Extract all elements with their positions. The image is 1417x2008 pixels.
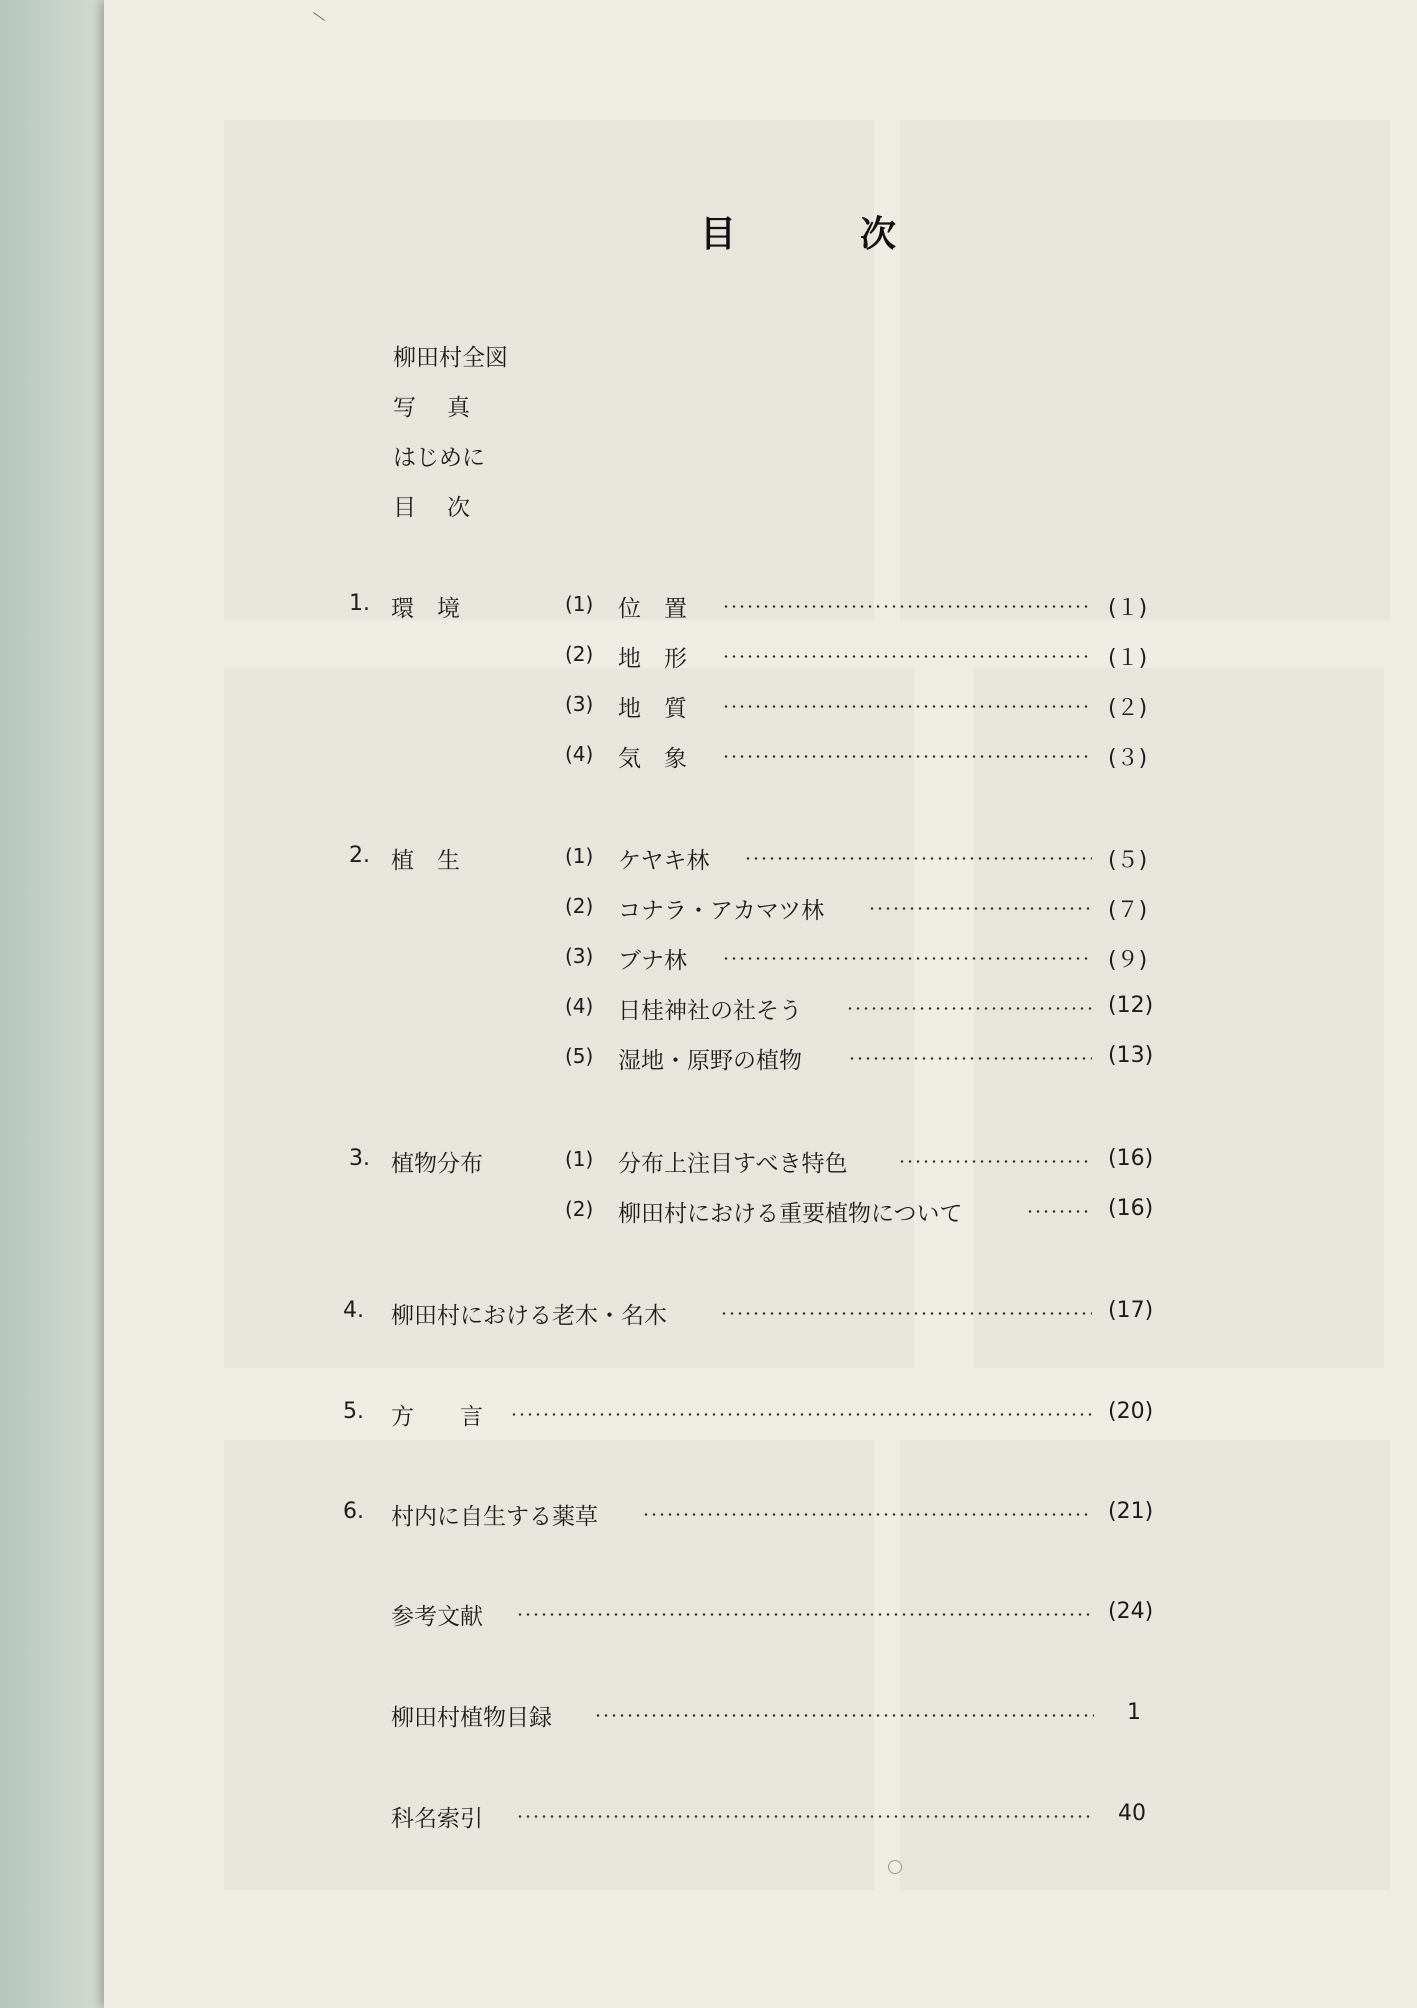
title-char-1: 目 [700,214,741,255]
pencil-mark [313,12,325,21]
dot-leader [720,1312,1092,1315]
page-number: (17) [1108,1298,1154,1323]
subsection-number: (4) [565,994,594,1018]
dot-leader [722,655,1092,658]
dot-leader [642,1513,1092,1516]
show-through-photo [974,668,1384,1368]
subsection-number: (2) [565,1197,594,1221]
toc-entry-label: 地 形 [618,646,687,672]
toc-entry-label: ブナ林 [618,948,687,974]
dot-leader [516,1815,1094,1818]
dot-leader [594,1714,1094,1717]
dot-leader [846,1007,1092,1010]
page-number: (16) [1108,1196,1154,1221]
back-matter-title: 科名索引 [391,1806,483,1832]
dot-leader [516,1613,1092,1616]
back-matter-title: 参考文献 [391,1604,483,1630]
page-number: (24) [1108,1599,1154,1624]
dot-leader [510,1413,1092,1416]
toc-entry-label: 分布上注目すべき特色 [618,1151,848,1177]
title-char-2: 次 [860,214,901,255]
dot-leader [848,1057,1092,1060]
toc-entry-label: 日桂神社の社そう [618,998,802,1024]
page-number: (12) [1108,993,1154,1018]
page-number: (１) [1108,646,1148,671]
dot-leader [868,907,1092,910]
section-number: 5. [343,1399,364,1424]
subsection-number: (3) [565,944,594,968]
section-title: 環 境 [391,596,460,622]
subsection-number: (5) [565,1044,594,1068]
section-number: 6. [343,1499,364,1524]
toc-entry-label: 気 象 [618,746,687,772]
subsection-number: (2) [565,642,594,666]
toc-entry-label: ケヤキ林 [618,848,710,874]
page-number: (７) [1108,898,1148,923]
page-number: (16) [1108,1146,1154,1171]
page-number: (21) [1108,1499,1154,1524]
subsection-number: (1) [565,1147,594,1171]
subsection-number: (1) [565,592,594,616]
page-number: (２) [1108,696,1148,721]
show-through-photo [900,120,1390,620]
subsection-number: (4) [565,742,594,766]
page-number: (１) [1108,596,1148,621]
page-number: (５) [1108,848,1148,873]
page-edge [0,0,110,2008]
back-matter-title: 柳田村植物目録 [391,1705,552,1731]
dot-leader [722,605,1092,608]
section-title: 植 生 [391,848,460,874]
dot-leader [722,755,1092,758]
page-title [700,206,900,257]
hole-mark [888,1860,902,1874]
section-number: 3. [349,1146,370,1171]
toc-entry-label: 地 質 [618,696,687,722]
section-title: 植物分布 [391,1151,483,1177]
dot-leader [744,857,1092,860]
page-number: (13) [1108,1043,1154,1068]
section-number: 2. [349,843,370,868]
toc-entry-label: コナラ・アカマツ林 [618,898,825,924]
show-through-photo [224,120,874,620]
dot-leader [1026,1210,1092,1213]
toc-entry-label: 柳田村における重要植物について [618,1201,963,1227]
front-matter-toc: 目 次 [393,495,474,521]
section-number: 4. [343,1298,364,1323]
page-number: 1 [1127,1700,1141,1725]
page-number: 40 [1118,1801,1146,1826]
dot-leader [898,1160,1092,1163]
front-matter-intro: はじめに [393,445,485,471]
subsection-number: (3) [565,692,594,716]
show-through-photo [224,668,914,1368]
front-matter-photos: 写 真 [393,395,474,421]
section-number: 1. [349,591,370,616]
dot-leader [722,705,1092,708]
front-matter-map: 柳田村全図 [393,345,508,371]
section-title: 村内に自生する薬草 [391,1504,598,1530]
dot-leader [722,957,1092,960]
toc-entry-label: 位 置 [618,596,687,622]
section-title: 方 言 [391,1404,483,1430]
page-number: (20) [1108,1399,1154,1424]
subsection-number: (1) [565,844,594,868]
page-number: (９) [1108,948,1148,973]
toc-entry-label: 湿地・原野の植物 [618,1048,802,1074]
page-number: (３) [1108,746,1148,771]
section-title: 柳田村における老木・名木 [391,1303,667,1329]
subsection-number: (2) [565,894,594,918]
